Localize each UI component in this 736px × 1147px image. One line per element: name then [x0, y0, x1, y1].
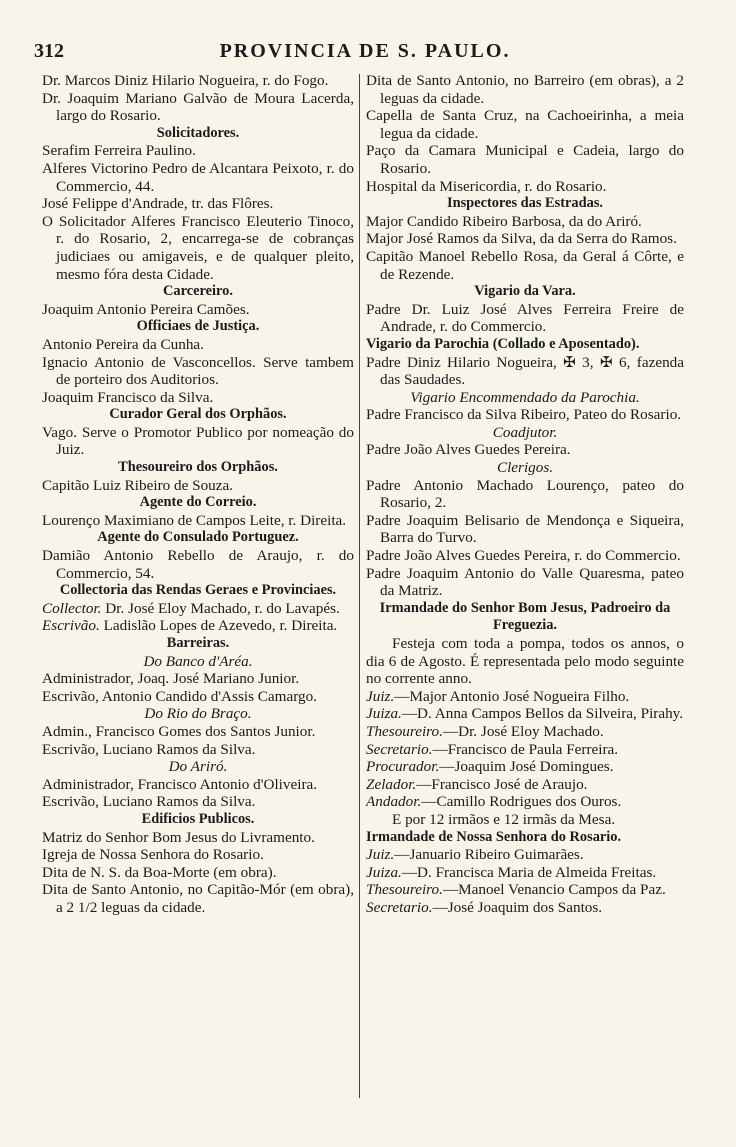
officer-text: —Francisco de Paula Ferreira.: [432, 740, 619, 758]
entry: Padre Francisco da Silva Ribeiro, Pateo do Rosario.: [366, 406, 682, 424]
subheading: Vigario Encommendado da Parochia.: [410, 388, 640, 406]
page-number: 312: [34, 40, 64, 62]
section-heading-solicitadores: Solicitadores.: [156, 124, 240, 141]
entry: Damião Antonio Rebello de Araujo, r. do Commercio, 54.: [42, 547, 354, 582]
entry-text: Ladislão Lopes de Azevedo, r. Direita.: [99, 617, 338, 635]
column-divider: [359, 74, 360, 1098]
subheading: Do Rio do Braço.: [144, 705, 252, 723]
entry: Padre Antonio Machado Lourenço, pateo do Rosario, 2.: [366, 476, 684, 512]
entry-label: Collector.: [42, 599, 102, 617]
section-heading-carcereiro: Carcereiro.: [163, 283, 233, 300]
section-heading-consulado: Agente do Consulado Portuguez.: [97, 529, 299, 546]
entry: Lourenço Maximiano de Campos Leite, r. Direita.: [42, 511, 347, 529]
officer-text: —D. Francisca Maria de Almeida Freitas.: [401, 863, 657, 881]
officer-line: [366, 846, 684, 864]
entry: José Felippe d'Andrade, tr. das Flôres.: [42, 195, 274, 213]
officer-label: Juiz.: [366, 687, 395, 705]
officer-line: [366, 723, 684, 741]
entry: Igreja de Nossa Senhora do Rosario.: [42, 846, 264, 864]
entry: O Solicitador Alferes Francisco Eleuterio Tinoco, r. do Rosario, 2, encarrega-se de cobranças judiciaes ou amigaveis, e de qualquer pleito, mesmo fóra desta Cidade.: [42, 212, 354, 283]
officer-line: [366, 758, 684, 776]
entry: Major Candido Ribeiro Barbosa, da do Ariró.: [366, 212, 642, 230]
entry: Hospital da Misericordia, r. do Rosario.: [366, 177, 607, 195]
entry: Padre João Alves Guedes Pereira.: [366, 441, 571, 459]
left-column: [42, 72, 354, 917]
officer-text: —Major Antonio José Nogueira Filho.: [394, 687, 630, 705]
subheading: Coadjutor.: [492, 423, 558, 441]
section-heading-edificios: Edificios Publicos.: [141, 810, 255, 827]
entry: Paço da Camara Municipal e Cadeia, largo do Rosario.: [366, 142, 684, 177]
officer-text: —Joaquim José Domingues.: [439, 758, 614, 776]
section-heading-curador: Curador Geral dos Orphãos.: [109, 406, 287, 423]
entry-text: Dr. José Eloy Machado, r. do Lavapés.: [101, 599, 340, 617]
officer-label: Andador.: [366, 793, 422, 811]
officer-text: —Manoel Venancio Campos da Paz.: [442, 881, 666, 899]
right-column: [366, 72, 684, 917]
subheading: Do Ariró.: [168, 758, 228, 776]
subheading: Clerigos.: [496, 459, 554, 477]
entry: Antonio Pereira da Cunha.: [42, 335, 204, 353]
entry: Ignacio Antonio de Vasconcellos. Serve tambem de porteiro dos Auditorios.: [42, 353, 354, 389]
officer-text: —José Joaquim dos Santos.: [432, 898, 603, 916]
entry: Padre Joaquim Antonio do Valle Quaresma, pateo da Matriz.: [366, 564, 684, 600]
section-heading-barreiras: Barreiras.: [166, 635, 230, 651]
entry: Padre João Alves Guedes Pereira, r. do Commercio.: [366, 547, 681, 565]
section-heading-correio: Agente do Correio.: [139, 494, 257, 511]
officer-label: Juiz.: [366, 846, 395, 864]
entry: Capitão Manoel Rebello Rosa, da Geral á Côrte, e de Rezende.: [366, 247, 684, 283]
officer-label: Procurador.: [366, 758, 440, 776]
entry: Capella de Santa Cruz, na Cachoeirinha, a meia legua da cidade.: [366, 107, 684, 142]
entry: Capitão Luiz Ribeiro de Souza.: [42, 476, 234, 494]
entry: Dita de Santo Antonio, no Barreiro (em obras), a 2 leguas da cidade.: [366, 72, 684, 107]
section-heading-vigario-parochia: Vigario da Parochia (Collado e Aposentado).: [366, 335, 640, 352]
officer-line: [366, 688, 684, 706]
page-title: PROVINCIA DE S. PAULO.: [219, 40, 511, 62]
section-heading-thesoureiro: Thesoureiro dos Orphãos.: [118, 459, 278, 476]
entry: Admin., Francisco Gomes dos Santos Junior.: [42, 722, 316, 740]
entry: Major José Ramos da Silva, da da Serra do Ramos.: [366, 230, 677, 248]
entry: Joaquim Antonio Pereira Camões.: [42, 300, 250, 318]
section-heading-inspectores: Inspectores das Estradas.: [446, 195, 604, 212]
paragraph: Festeja com toda a pompa, todos os annos, o dia 6 de Agosto. É representada pelo modo seguinte no corrente anno.: [366, 635, 684, 688]
officer-line: [366, 741, 684, 759]
entry: Padre Diniz Hilario Nogueira, ✠ 3, ✠ 6, fazenda das Saudades.: [366, 353, 684, 389]
page-header: [34, 40, 696, 66]
officer-line: [366, 776, 684, 794]
entry: Dita de Santo Antonio, no Capitão-Mór (em obra), a 2 1/2 leguas da cidade.: [42, 881, 354, 916]
officer-text: —D. Anna Campos Bellos da Silveira, Pirahy.: [401, 705, 684, 723]
officer-text: —Camillo Rodrigues dos Ouros.: [421, 793, 622, 811]
entry: Joaquim Francisco da Silva.: [42, 388, 214, 406]
officer-label: Thesoureiro.: [366, 722, 443, 740]
section-heading-officiaes: Officiaes de Justiça.: [136, 318, 260, 335]
entry: Padre Joaquim Belisario de Mendonça e Siqueira, Barra do Turvo.: [366, 511, 684, 547]
officer-label: Juiza.: [366, 863, 402, 881]
section-heading-vigario-vara: Vigario da Vara.: [474, 283, 576, 300]
entry-label: Escrivão.: [42, 617, 100, 635]
entry: Dr. Joaquim Mariano Galvão de Moura Lacerda, largo do Rosario.: [42, 89, 354, 125]
entry: Padre Dr. Luiz José Alves Ferreira Freire de Andrade, r. do Commercio.: [366, 300, 684, 336]
officer-label: Zelador.: [366, 775, 417, 793]
entry: Administrador, Francisco Antonio d'Oliveira.: [42, 775, 318, 793]
entry: [42, 617, 354, 635]
officer-line: [366, 793, 684, 811]
officer-text: —Januario Ribeiro Guimarães.: [394, 846, 584, 864]
entry: Escrivão, Antonio Candido d'Assis Camargo.: [42, 687, 317, 705]
entry: Administrador, Joaq. José Mariano Junior.: [42, 670, 300, 688]
section-heading-irmandade-rosario: Irmandade de Nossa Senhora do Rosario.: [366, 828, 622, 845]
entry: Serafim Ferreira Paulino.: [42, 142, 196, 160]
section-heading-collectoria: Collectoria das Rendas Geraes e Provinciaes.: [59, 582, 337, 599]
entry: Alferes Victorino Pedro de Alcantara Peixoto, r. do Commercio, 44.: [42, 159, 354, 195]
entry: Dita de N. S. da Boa-Morte (em obra).: [42, 863, 277, 881]
officer-label: Secretario.: [366, 740, 433, 758]
officer-line: [366, 864, 684, 882]
officer-line: [366, 899, 684, 917]
entry: Matriz do Senhor Bom Jesus do Livramento.: [42, 828, 315, 846]
section-heading-irmandade-bom-jesus: Irmandade do Senhor Bom Jesus, Padroeiro da Freguezia.: [379, 599, 671, 634]
officer-line: [366, 881, 684, 899]
officer-label: Juiza.: [366, 705, 402, 723]
paragraph: E por 12 irmãos e 12 irmãs da Mesa.: [392, 810, 616, 828]
subheading: Do Banco d'Aréa.: [143, 652, 253, 670]
officer-label: Thesoureiro.: [366, 881, 443, 899]
entry: Escrivão, Luciano Ramos da Silva.: [42, 793, 256, 811]
entry: Vago. Serve o Promotor Publico por nomeação do Juiz.: [42, 423, 354, 459]
officer-line: [366, 705, 684, 723]
entry: Dr. Marcos Diniz Hilario Nogueira, r. do Fogo.: [42, 72, 329, 89]
officer-label: Secretario.: [366, 898, 433, 916]
officer-text: —Francisco José de Araujo.: [416, 775, 588, 793]
entry: [42, 600, 354, 618]
officer-text: —Dr. José Eloy Machado.: [442, 722, 604, 740]
entry: Escrivão, Luciano Ramos da Silva.: [42, 740, 256, 758]
